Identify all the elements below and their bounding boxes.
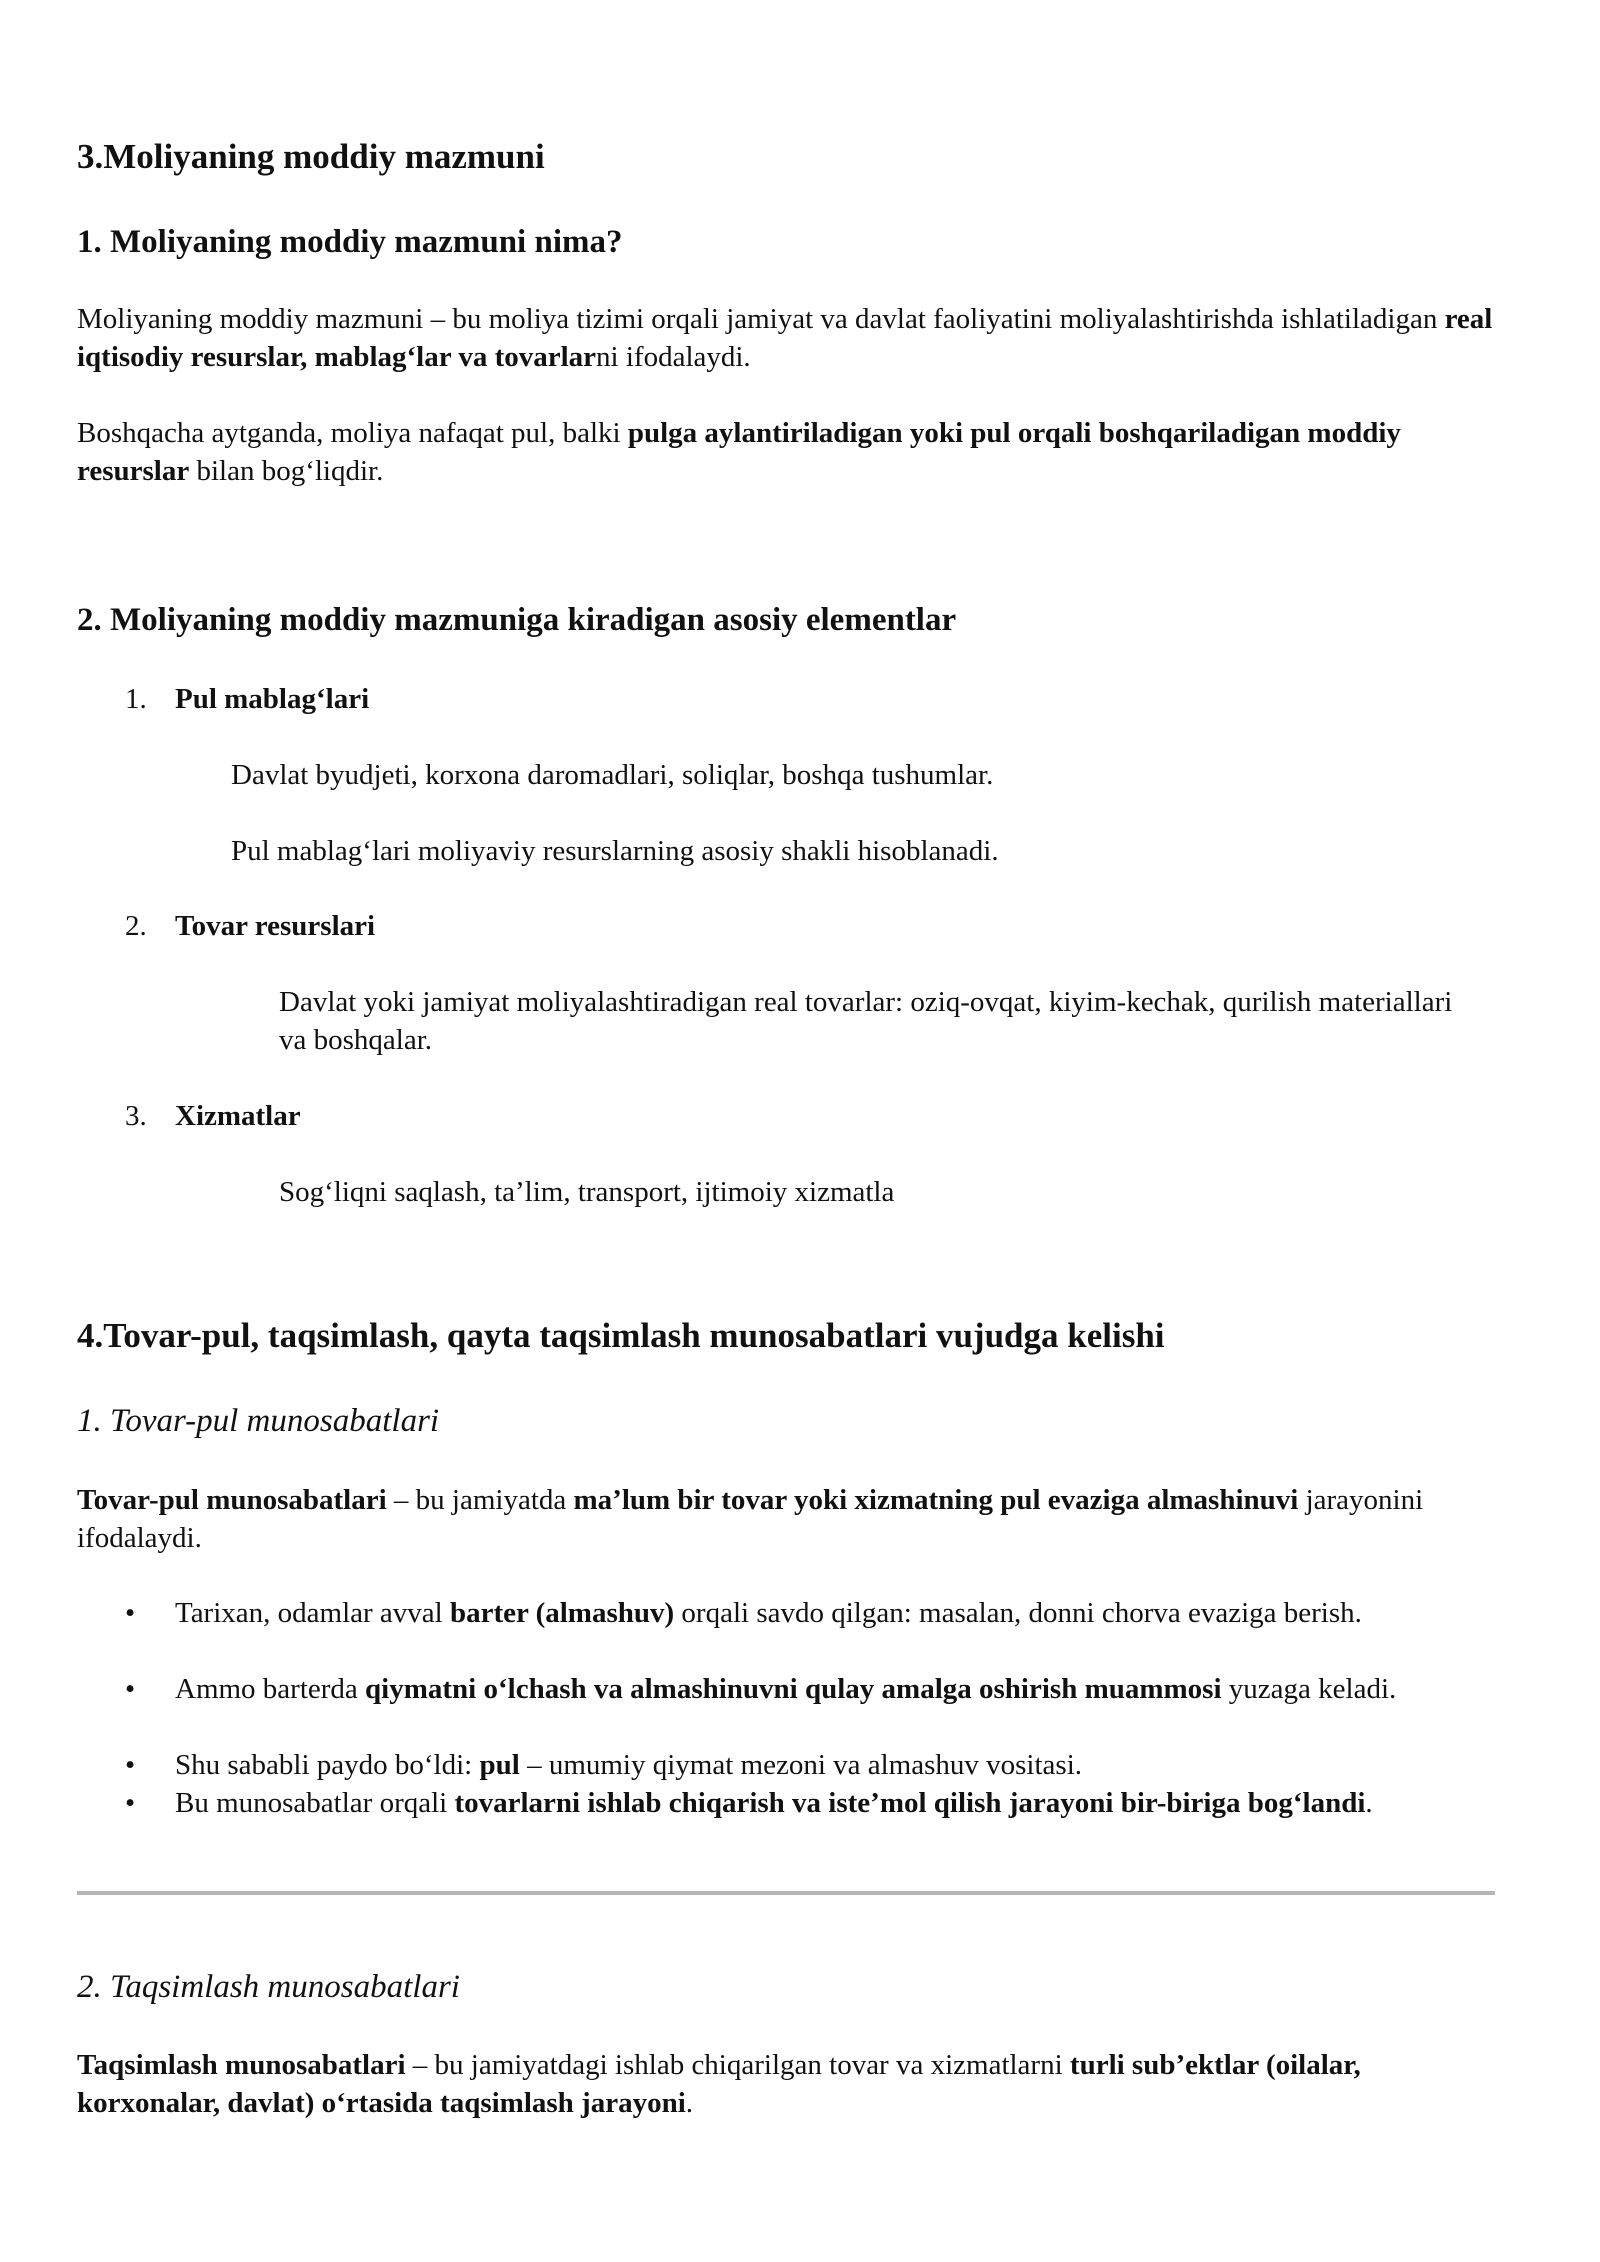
q1-p2-text-2: bilan bog‘liqdir.	[189, 455, 384, 487]
bullet-text: orqali savdo qilgan: masalan, donni chorva evaziga berish.	[674, 1597, 1362, 1629]
bullet-text: Tarixan, odamlar avval	[175, 1597, 450, 1629]
bullet-marker: •	[125, 1597, 136, 1629]
bullet-bold: tovarlarni ishlab chiqarish va iste’mol qilish jarayoni bir-biriga bog‘landi	[454, 1787, 1366, 1819]
q1-paragraph-2	[77, 414, 1507, 490]
list-number: 3.	[125, 1100, 147, 1132]
list-number: 1.	[125, 683, 147, 715]
q1-p2-text-1: Boshqacha aytganda, moliya nafaqat pul, balki	[77, 417, 628, 449]
sub2-def-bold-2: turli sub’ektlar (oilalar, korxonalar, davlat) o‘rtasida taqsimlash jarayoni	[77, 2049, 1361, 2119]
list-item-text: Pul mablag‘lari moliyaviy resurslarning asosiy shakli hisoblanadi.	[231, 835, 999, 867]
list-item-title: Pul mablag‘lari	[175, 683, 370, 715]
bullet-text: Bu munosabatlar orqali	[175, 1787, 455, 1819]
bullet-text: Ammo barterda	[175, 1673, 366, 1705]
q1-p1-text-2: ni ifodalaydi.	[596, 341, 751, 373]
sub2-def-text-1: – bu jamiyatdagi ishlab chiqarilgan tovar va xizmatlarni	[405, 2049, 1070, 2081]
list-item-text: Davlat yoki jamiyat moliyalashtiradigan real tovarlar: oziq-ovqat, kiyim-kechak, qurilish materiallari va boshqalar.	[279, 986, 1453, 1056]
horizontal-divider	[77, 1891, 1495, 1895]
bullet-item	[175, 1784, 1475, 1822]
bullet-item	[175, 1594, 1475, 1632]
q1-paragraph-1	[77, 300, 1507, 376]
sub1-def-bold-1: Tovar-pul munosabatlari	[77, 1484, 387, 1516]
list-item-title: Xizmatlar	[175, 1100, 301, 1132]
sub1-def-text-1: – bu jamiyatda	[386, 1484, 574, 1516]
bullet-text: .	[1365, 1787, 1373, 1819]
bullet-item	[175, 1670, 1475, 1708]
bullet-bold: pul	[479, 1749, 520, 1781]
q1-heading: 1. Moliyaning moddiy mazmuni nima?	[77, 224, 623, 260]
bullet-item	[175, 1746, 1475, 1784]
bullet-marker: •	[125, 1749, 136, 1781]
section-4-title: 4.Tovar-pul, taqsimlash, qayta taqsimlash munosabatlari vujudga kelishi	[77, 1316, 1165, 1355]
sub2-heading: 2. Taqsimlash munosabatlari	[77, 1969, 460, 2005]
sub2-def-text-2: .	[685, 2087, 694, 2119]
list-item-text: Sog‘liqni saqlash, ta’lim, transport, ijtimoiy xizmatla	[279, 1176, 895, 1208]
bullet-marker: •	[125, 1673, 136, 1705]
sub1-def-bold-2: ma’lum bir tovar yoki xizmatning pul evaziga almashinuvi	[573, 1484, 1299, 1516]
q1-p1-bold-1: real iqtisodiy resurslar, mablag‘lar va tovarlar	[77, 303, 1493, 373]
section-3-title: 3.Moliyaning moddiy mazmuni	[77, 137, 545, 176]
list-item-text: Davlat byudjeti, korxona daromadlari, soliqlar, boshqa tushumlar.	[231, 759, 994, 791]
bullet-bold: barter (almashuv)	[449, 1597, 675, 1629]
list-item-title: Tovar resurslari	[175, 910, 376, 942]
q1-p2-bold-1: pulga aylantiriladigan yoki pul orqali boshqariladigan moddiy resurslar	[77, 417, 1401, 487]
list-number: 2.	[125, 910, 147, 942]
q2-heading: 2. Moliyaning moddiy mazmuniga kiradigan asosiy elementlar	[77, 602, 957, 638]
sub1-heading: 1. Tovar-pul munosabatlari	[77, 1403, 440, 1439]
bullet-marker: •	[125, 1787, 136, 1819]
bullet-text: Shu sababli paydo bo‘ldi:	[175, 1749, 480, 1781]
bullet-text: yuzaga keladi.	[1221, 1673, 1397, 1705]
sub1-def-text-2: jarayonini ifodalaydi.	[77, 1484, 1424, 1554]
sub2-definition	[77, 2046, 1507, 2122]
q1-p1-text-1: Moliyaning moddiy mazmuni – bu moliya tizimi orqali jamiyat va davlat faoliyatini moliyalashtirishda ishlatiladigan	[77, 303, 1445, 335]
bullet-bold: qiymatni o‘lchash va almashinuvni qulay amalga oshirish muammosi	[365, 1673, 1222, 1705]
bullet-text: – umumiy qiymat mezoni va almashuv vositasi.	[519, 1749, 1083, 1781]
sub1-definition	[77, 1481, 1507, 1557]
sub2-def-bold-1: Taqsimlash munosabatlari	[77, 2049, 406, 2081]
